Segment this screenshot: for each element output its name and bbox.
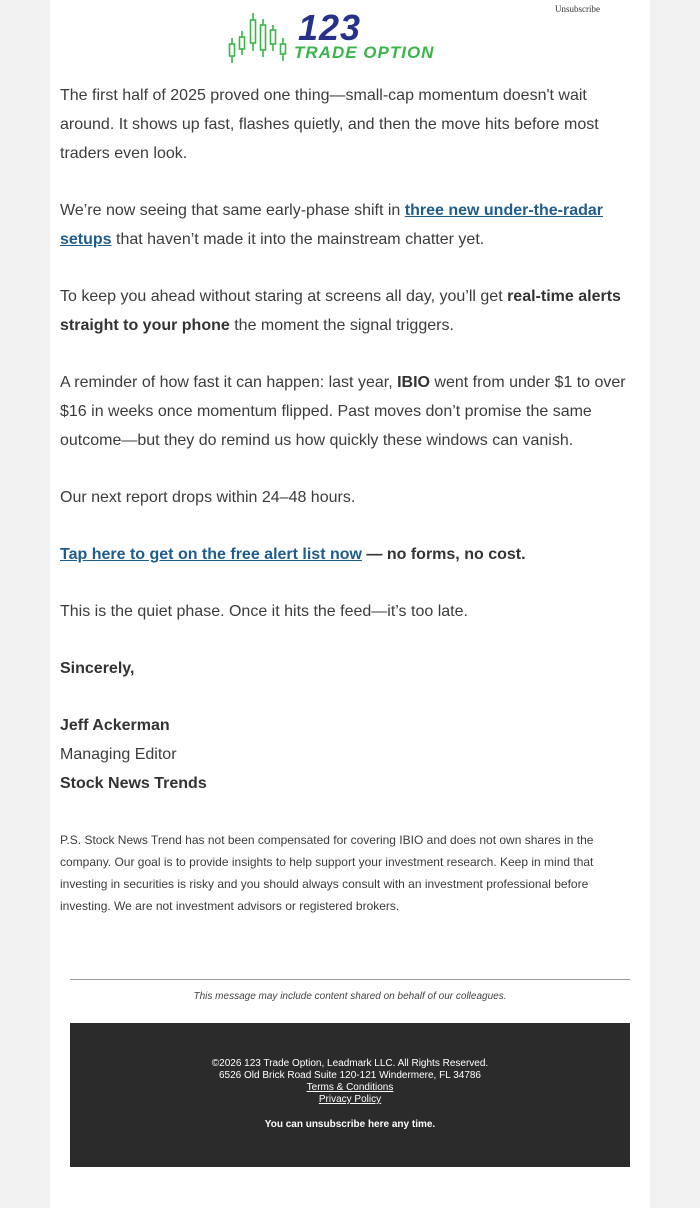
colleagues-note: This message may include content shared on behalf of our colleagues. xyxy=(193,991,507,1002)
paragraph-cta xyxy=(60,540,630,569)
footer-address: 6526 Old Brick Road Suite 120-121 Windermere, FL 34786 xyxy=(219,1070,481,1081)
privacy-link[interactable]: Privacy Policy xyxy=(318,1094,382,1105)
terms-link[interactable]: Terms & Conditions xyxy=(306,1082,394,1093)
paragraph-setups: We’re now seeing that same early-phase shift in three new under-the-radar setups that haven’t made it into the mainstream chatter yet. xyxy=(60,202,604,248)
paragraph-next-report: Our next report drops within 24–48 hours. xyxy=(60,489,356,506)
signer-company: Stock News Trends xyxy=(60,775,207,792)
closing: Sincerely, xyxy=(60,660,135,677)
cta-tail: — no forms, no cost. xyxy=(361,546,526,563)
signature xyxy=(60,711,630,798)
alerts-emphasis: real-time alerts straight to your phone xyxy=(60,288,621,334)
paragraph-reminder: A reminder of how fast it can happen: last year, IBIO went from under $1 to over $16 in weeks once momentum flipped. Past moves don’t promise the same outcome—but they do remind us how quickly these windows can vanish. xyxy=(60,374,626,449)
candlestick-chart-icon xyxy=(228,11,292,67)
signer-title: Managing Editor xyxy=(60,746,177,763)
paragraph-intro: The first half of 2025 proved one thing—small-cap momentum doesn't wait around. It shows up fast, flashes quietly, and then the move hits before most traders even look. xyxy=(60,87,599,162)
logo-number: 123 xyxy=(298,7,362,48)
unsubscribe-link-top[interactable]: Unsubscribe xyxy=(555,4,600,14)
logo[interactable] xyxy=(228,7,478,67)
signer-name: Jeff Ackerman xyxy=(60,717,170,734)
setups-link[interactable]: three new under-the-radar setups xyxy=(60,202,604,248)
divider xyxy=(70,979,630,980)
footer xyxy=(70,1023,630,1167)
free-alert-list-link[interactable]: Tap here to get on the free alert list now xyxy=(60,546,362,563)
paragraph-alerts: To keep you ahead without staring at screens all day, you’ll get real-time alerts straight to your phone the moment the signal triggers. xyxy=(60,288,621,334)
email-container xyxy=(50,0,650,1208)
paragraph-quiet-phase: This is the quiet phase. Once it hits the feed—it’s too late. xyxy=(60,603,468,620)
email-body xyxy=(60,81,630,798)
disclaimer: P.S. Stock News Trend has not been compensated for covering IBIO and does not own shares in the company. Our goal is to provide insights to help support your investment research. Keep in mind that investing in securities is risky and you should always consult with an investment professional before investing. We are not investment advisors or registered brokers. xyxy=(60,833,594,913)
unsubscribe-link-footer[interactable]: You can unsubscribe here any time. xyxy=(264,1119,436,1130)
logo-name: TRADE OPTION xyxy=(294,43,435,62)
footer-copyright: ©2026 123 Trade Option, Leadmark LLC. All Rights Reserved. xyxy=(211,1058,489,1069)
ticker-ibio: IBIO xyxy=(397,374,430,391)
